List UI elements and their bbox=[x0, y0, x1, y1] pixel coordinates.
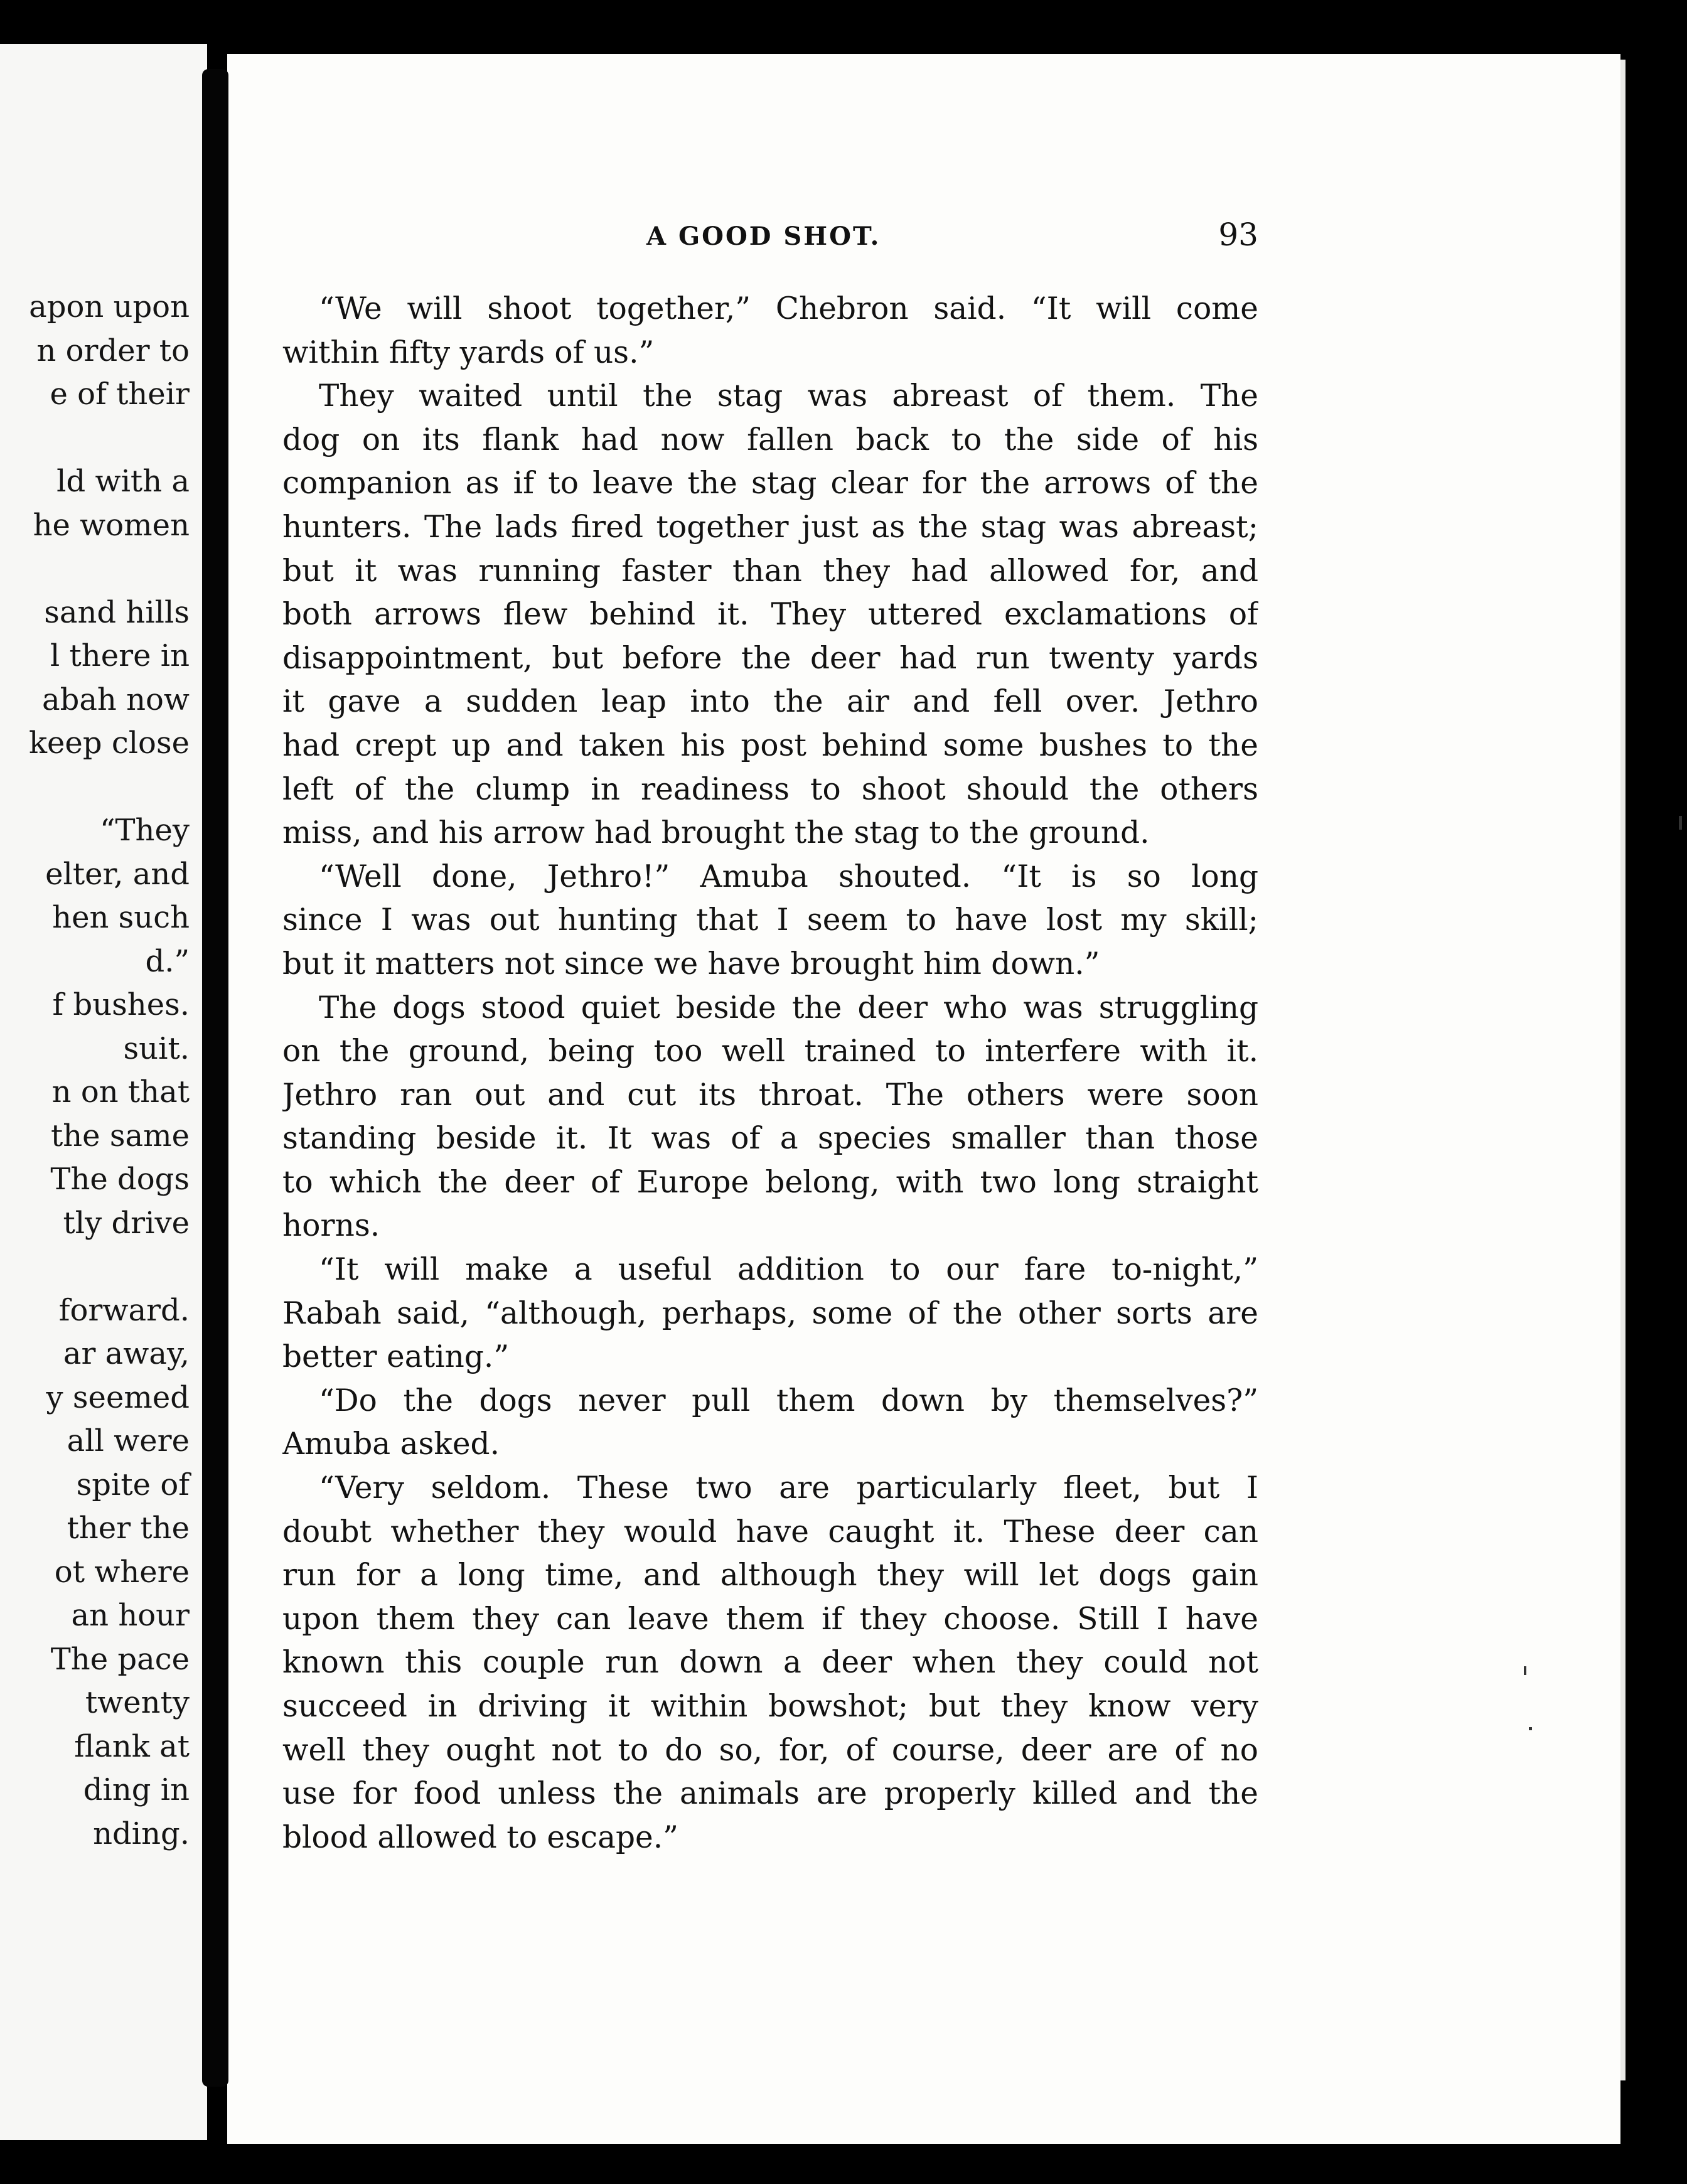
left-page-fragment: d.” bbox=[145, 943, 190, 979]
text-line: horns. bbox=[282, 1208, 380, 1244]
left-page-fragment: ot where bbox=[54, 1554, 190, 1590]
text-line: had crept up and taken his post behind some bushes to the bbox=[282, 727, 1258, 763]
text-line: on the ground, being too well trained to interfere with it. bbox=[282, 1034, 1258, 1069]
left-page-fragment bbox=[0, 417, 190, 461]
left-page-fragment: ther the bbox=[67, 1511, 190, 1546]
scan-speck bbox=[1524, 1666, 1526, 1675]
text-line: dog on its flank had now fallen back to the side of his bbox=[282, 422, 1258, 458]
left-page-fragment: “They bbox=[100, 813, 190, 848]
page-number: 93 bbox=[1218, 217, 1258, 253]
left-page-fragment: an hour bbox=[71, 1598, 190, 1633]
text-line: Rabah said, “although, perhaps, some of the other sorts are bbox=[282, 1295, 1258, 1331]
left-page-fragment: the same bbox=[50, 1118, 190, 1154]
binding-gutter bbox=[202, 69, 228, 2087]
text-line: Jethro ran out and cut its throat. The others were soon bbox=[282, 1077, 1258, 1113]
text-line: better eating.” bbox=[282, 1339, 510, 1375]
left-page-fragment: f bushes. bbox=[52, 987, 190, 1022]
text-line: “Well done, Jethro!” Amuba shouted. “It is so long bbox=[319, 859, 1258, 894]
text-line: to which the deer of Europe belong, with two long straight bbox=[282, 1164, 1258, 1200]
text-line: since I was out hunting that I seem to have lost my skill; bbox=[282, 902, 1258, 938]
left-page-fragment bbox=[0, 547, 190, 591]
left-page-fragment: flank at bbox=[74, 1728, 190, 1764]
page-header bbox=[282, 217, 1258, 267]
left-page-fragment: y seemed bbox=[46, 1379, 190, 1415]
left-page-fragment bbox=[0, 766, 190, 810]
left-page-fragment: The pace bbox=[50, 1641, 190, 1677]
text-line: miss, and his arrow had brought the stag to the ground. bbox=[282, 815, 1150, 851]
left-page-fragment: n on that bbox=[51, 1074, 190, 1110]
text-line: known this couple run down a deer when they could not bbox=[282, 1645, 1258, 1681]
text-line: Amuba asked. bbox=[282, 1427, 500, 1462]
text-line: “Very seldom. These two are particularly fleet, but I bbox=[319, 1470, 1258, 1506]
text-line: “We will shoot together,” Chebron said. “It will come bbox=[319, 291, 1258, 326]
left-page-text-fragments bbox=[0, 286, 190, 1856]
left-page-fragment: ld with a bbox=[56, 464, 190, 499]
text-line: left of the clump in readiness to shoot should the others bbox=[282, 771, 1258, 807]
left-page-fragment: hen such bbox=[52, 900, 190, 935]
left-page-fragment bbox=[0, 1245, 190, 1289]
left-page-fragment: l there in bbox=[50, 638, 190, 673]
left-page-fragment: n order to bbox=[36, 333, 190, 368]
left-page-fragment: keep close bbox=[28, 725, 190, 761]
text-line: blood allowed to escape.” bbox=[282, 1819, 678, 1855]
left-page-fragment: ar away, bbox=[63, 1336, 190, 1371]
text-line: it gave a sudden leap into the air and fell over. Jethro bbox=[282, 684, 1258, 720]
text-line: succeed in driving it within bowshot; but they know very bbox=[282, 1689, 1258, 1724]
left-page-fragment: suit. bbox=[123, 1030, 190, 1066]
text-line: standing beside it. It was of a species smaller than those bbox=[282, 1121, 1258, 1157]
text-line: disappointment, but before the deer had run twenty yards bbox=[282, 640, 1258, 676]
left-page-fragment: elter, and bbox=[45, 856, 190, 892]
text-line: but it was running faster than they had allowed for, and bbox=[282, 553, 1258, 589]
text-line: within fifty yards of us.” bbox=[282, 335, 655, 370]
text-line: both arrows flew behind it. They uttered exclamations of bbox=[282, 597, 1258, 633]
left-page-fragment: spite of bbox=[76, 1467, 190, 1502]
text-line: upon them they can leave them if they choose. Still I have bbox=[282, 1601, 1258, 1637]
left-page-fragment: sand hills bbox=[44, 594, 190, 630]
left-page-fragment: twenty bbox=[85, 1685, 190, 1720]
text-line: “Do the dogs never pull them down by themselves?” bbox=[319, 1383, 1258, 1418]
text-line: They waited until the stag was abreast of them. The bbox=[319, 378, 1258, 414]
body-text bbox=[282, 287, 1258, 1860]
scan-speck bbox=[1679, 816, 1682, 830]
left-page-fragment: The dogs bbox=[50, 1162, 190, 1197]
text-line: doubt whether they would have caught it. These deer can bbox=[282, 1514, 1258, 1550]
text-line: hunters. The lads fired together just as the stag was abreast; bbox=[282, 509, 1258, 545]
left-page-fragment: e of their bbox=[50, 377, 190, 412]
left-page-fragment: nding. bbox=[93, 1816, 190, 1851]
text-line: well they ought not to do so, for, of course, deer are of no bbox=[282, 1732, 1258, 1768]
text-line: The dogs stood quiet beside the deer who was struggling bbox=[319, 990, 1258, 1025]
left-page-fragment: apon upon bbox=[29, 289, 190, 324]
left-page-fragment: forward. bbox=[58, 1292, 190, 1328]
running-title: A GOOD SHOT. bbox=[646, 222, 881, 251]
left-page-fragment: he women bbox=[33, 507, 190, 543]
left-page-fragment: all were bbox=[67, 1423, 190, 1459]
scan-speck bbox=[1529, 1727, 1532, 1730]
left-page-fragment: tly drive bbox=[63, 1205, 190, 1241]
left-page-fragment: ding in bbox=[83, 1772, 190, 1807]
text-line: but it matters not since we have brought him down.” bbox=[282, 946, 1100, 982]
left-facing-page bbox=[0, 44, 207, 2140]
left-page-fragment: abah now bbox=[41, 682, 190, 717]
text-line: run for a long time, and although they will let dogs gain bbox=[282, 1558, 1258, 1593]
text-line: companion as if to leave the stag clear for the arrows of the bbox=[282, 466, 1258, 501]
text-line: use for food unless the animals are properly killed and the bbox=[282, 1776, 1258, 1812]
text-line: “It will make a useful addition to our fare to-night,” bbox=[319, 1252, 1258, 1288]
